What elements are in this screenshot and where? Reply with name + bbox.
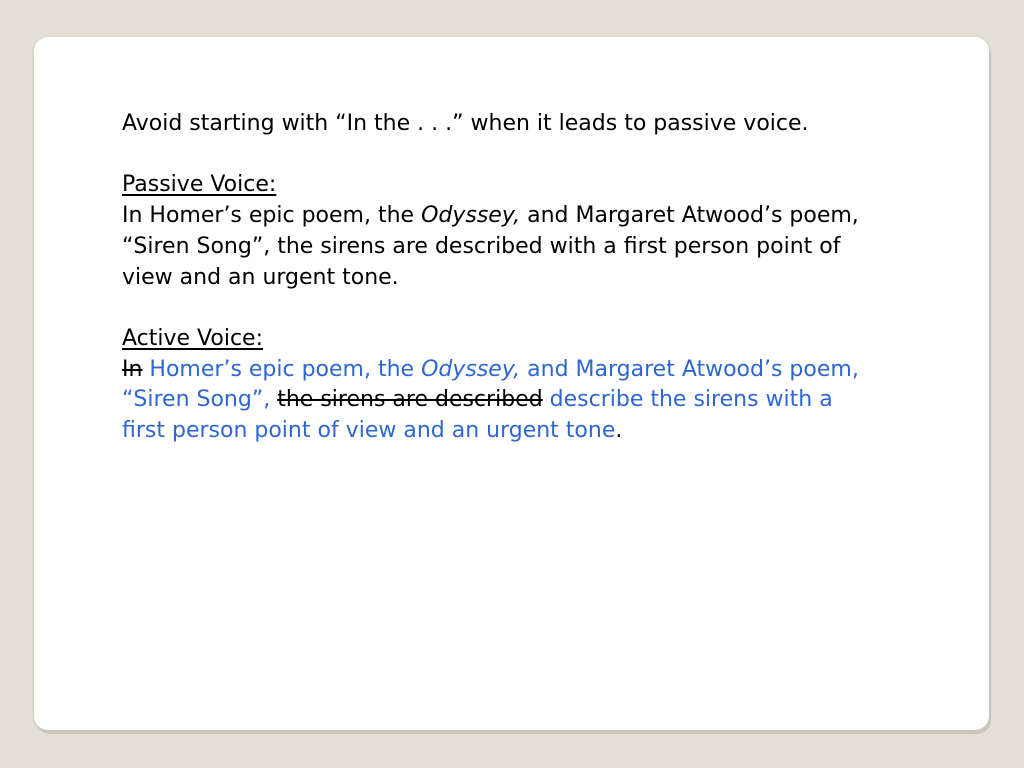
active-struck-phrase: the sirens are described — [277, 387, 543, 413]
active-text-part-2: and Margaret Atwood’s poem, “Siren Song”, — [122, 356, 859, 413]
passive-title-italic: Odyssey, — [421, 203, 521, 229]
passive-voice-heading-text: Passive Voice: — [122, 172, 277, 198]
intro-text: Avoid starting with “In the . . .” when it leads to passive voice. — [122, 111, 809, 136]
passive-voice-example — [122, 201, 882, 293]
active-text-part-3: describe the sirens with a first person point of view and an urgent tone — [122, 387, 833, 443]
active-text-part-1: Homer’s epic poem, the — [142, 356, 422, 382]
active-struck-in: In — [122, 356, 143, 382]
passive-voice-heading — [122, 170, 882, 201]
active-voice-example — [122, 355, 882, 447]
slide-card — [34, 37, 989, 730]
active-end-punctuation: . — [615, 418, 623, 443]
passive-text-part-2: and Margaret Atwood’s poem, “Siren Song”, the sirens are described with a first person point of view and an urgent tone. — [122, 203, 859, 290]
spacer — [122, 140, 882, 171]
active-voice-heading — [122, 324, 882, 355]
slide-content — [122, 109, 882, 447]
spacer — [122, 293, 882, 324]
passive-text-part-1: In Homer’s epic poem, the — [122, 203, 422, 229]
active-voice-heading-text: Active Voice: — [122, 325, 264, 351]
active-title-italic: Odyssey, — [421, 356, 521, 382]
